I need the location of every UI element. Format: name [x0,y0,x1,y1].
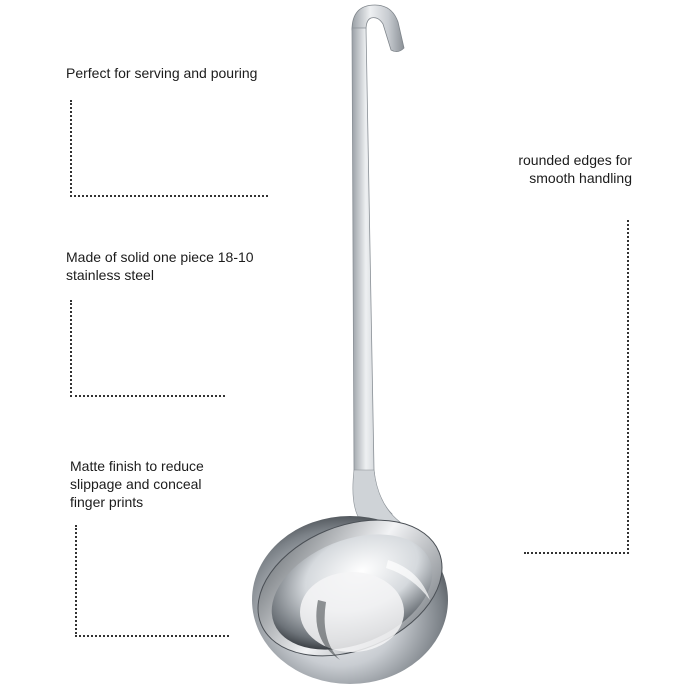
feature-steel-caption: Made of solid one piece 18-10 stainless steel [66,249,254,283]
feature-edges-caption: rounded edges for smooth handling [518,152,632,186]
feature-matte-caption: Matte finish to reduce slippage and conceal finger prints [70,458,204,510]
feature-edges-leader [524,220,629,554]
handle-shaft [352,28,392,520]
feature-serving-caption: Perfect for serving and pouring [66,65,258,81]
feature-steel-leader [70,300,225,397]
feature-serving-leader [70,100,268,197]
feature-matte-leader [75,525,229,637]
